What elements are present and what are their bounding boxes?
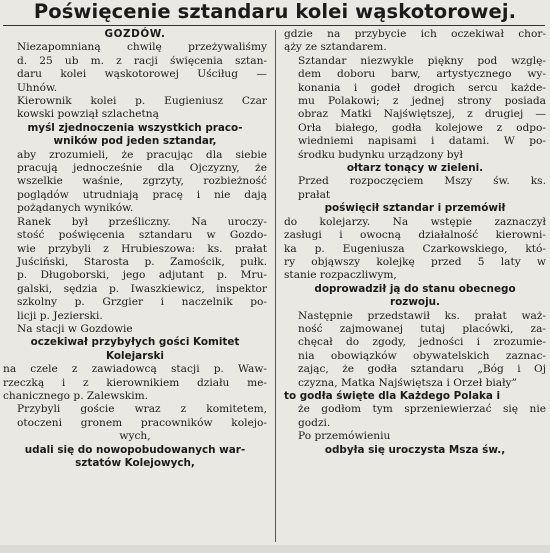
right-paragraph-2: Sztandar niezwykle piękny pod wzglę- dem doboru barw, artystycznego wy- konania i godeł drogich sercu każde- mu Polakowi; z jednej strony posiada obraz Matki Najświętszej, z drugiej — Orła białego, godła kolejowe z odpo- wiedniemi napisami i datami. W po- środku budynku urządzony był (298, 54, 546, 161)
right-subhead-2: poświęcił sztandar i przemówił (324, 202, 506, 215)
right-subhead-5: odbyła się uroczysta Msza św., (324, 443, 506, 456)
right-subhead-3: doprowadził ją do stanu obecnego rozwoju. (314, 282, 516, 309)
column-separator (275, 30, 276, 542)
right-paragraph-3: Przed rozpoczęciem Mszy św. ks. prałat (298, 175, 546, 201)
left-subhead-3: udali się do nowopobudowanych war- sztatów Kolejowych, (24, 443, 246, 469)
right-paragraph-5: Następnie przedstawił ks. prałat waż- ność zajmowanej tutaj placówki, za- chęcał do zgody, jedności i zrozumie- nia obowiązków obywatelskich zaznac- zając, że godła sztandaru „Bóg i Oj czyzna, Matka Najświętsza i Orzeł biały” (298, 309, 546, 389)
left-paragraph-2: Kierownik kolei p. Eugieniusz Czar kowski powziął szlachetną (17, 95, 267, 121)
right-paragraph-4: do kolejarzy. Na wstępie zaznaczył zasługi i owocną działalność kierowni- ka p. Eugeniusza Czarkowskiego, któ- ry objąwszy kolejkę przed 5 laty w stanie rozpaczliwym, (284, 215, 546, 282)
right-paragraph-1: gdzie na przybycie ich oczekiwał chor- ąży ze sztandarem. (284, 28, 546, 54)
right-subhead-1: ołtarz tonący w zieleni. (346, 162, 484, 175)
left-paragraph-5: Na stacji w Gozdowie (17, 322, 133, 335)
left-paragraph-1: Niezapomnianą chwilę przeżywaliśmy d. 25 ub m. z racji święcenia sztan- daru kolei wąskotorowej Uściług — Uhnów. (17, 41, 267, 94)
right-paragraph-7: Po przemówieniu (298, 430, 391, 443)
left-subhead-2: oczekiwał przybyłych gości Komitet Kolejarski (30, 336, 240, 362)
right-paragraph-6: że godłom tym sprzeniewierzać się nie godzi. (298, 403, 546, 429)
headline-rule (3, 25, 545, 26)
left-subhead-1: myśl zjednoczenia wszystkich praco- wników pod jeden sztandar, (27, 121, 243, 148)
right-column (284, 28, 546, 457)
left-paragraph-7: Przybyli goście wraz z komitetem, otoczeni gronem pracowników kolejo- wych, (17, 403, 267, 443)
right-subhead-4: to godła święte dla Każdego Polaka i (284, 389, 501, 402)
article-headline: Poświęcenie sztandaru kolei wąskotorowej. (33, 0, 517, 23)
left-paragraph-4: Ranek był prześliczny. Na uroczy- stość poświęcenia sztandaru w Gozdo- wie przybyli z Hrubieszowa: ks. prałat Juściński, Starosta p. Zamościk, pułk. p. Długoborski, jego adjutant p. Mru- galski, sędzia p. Iwaszkiewicz, inspektor szkolny p. Grzgier i naczelnik po- licji p. Jezierski. (17, 215, 267, 322)
left-column (3, 28, 267, 470)
dateline: GOZDÓW. (104, 28, 166, 40)
left-paragraph-6: na czele z zawiadowcą stacji p. Waw- rzeczką i z kierownikiem działu me- chanicznego p. Zalewskim. (3, 363, 267, 402)
left-paragraph-3: aby zrozumieli, że pracując dla siebie pracują jednocześnie dla Ojczyzny, że wszelkie waśnie, zgrzyty, rozbieżność poglądów utrudniają pracę i nie dają pożądanych wyników. (17, 148, 267, 215)
clipping-bottom-edge (0, 545, 550, 553)
